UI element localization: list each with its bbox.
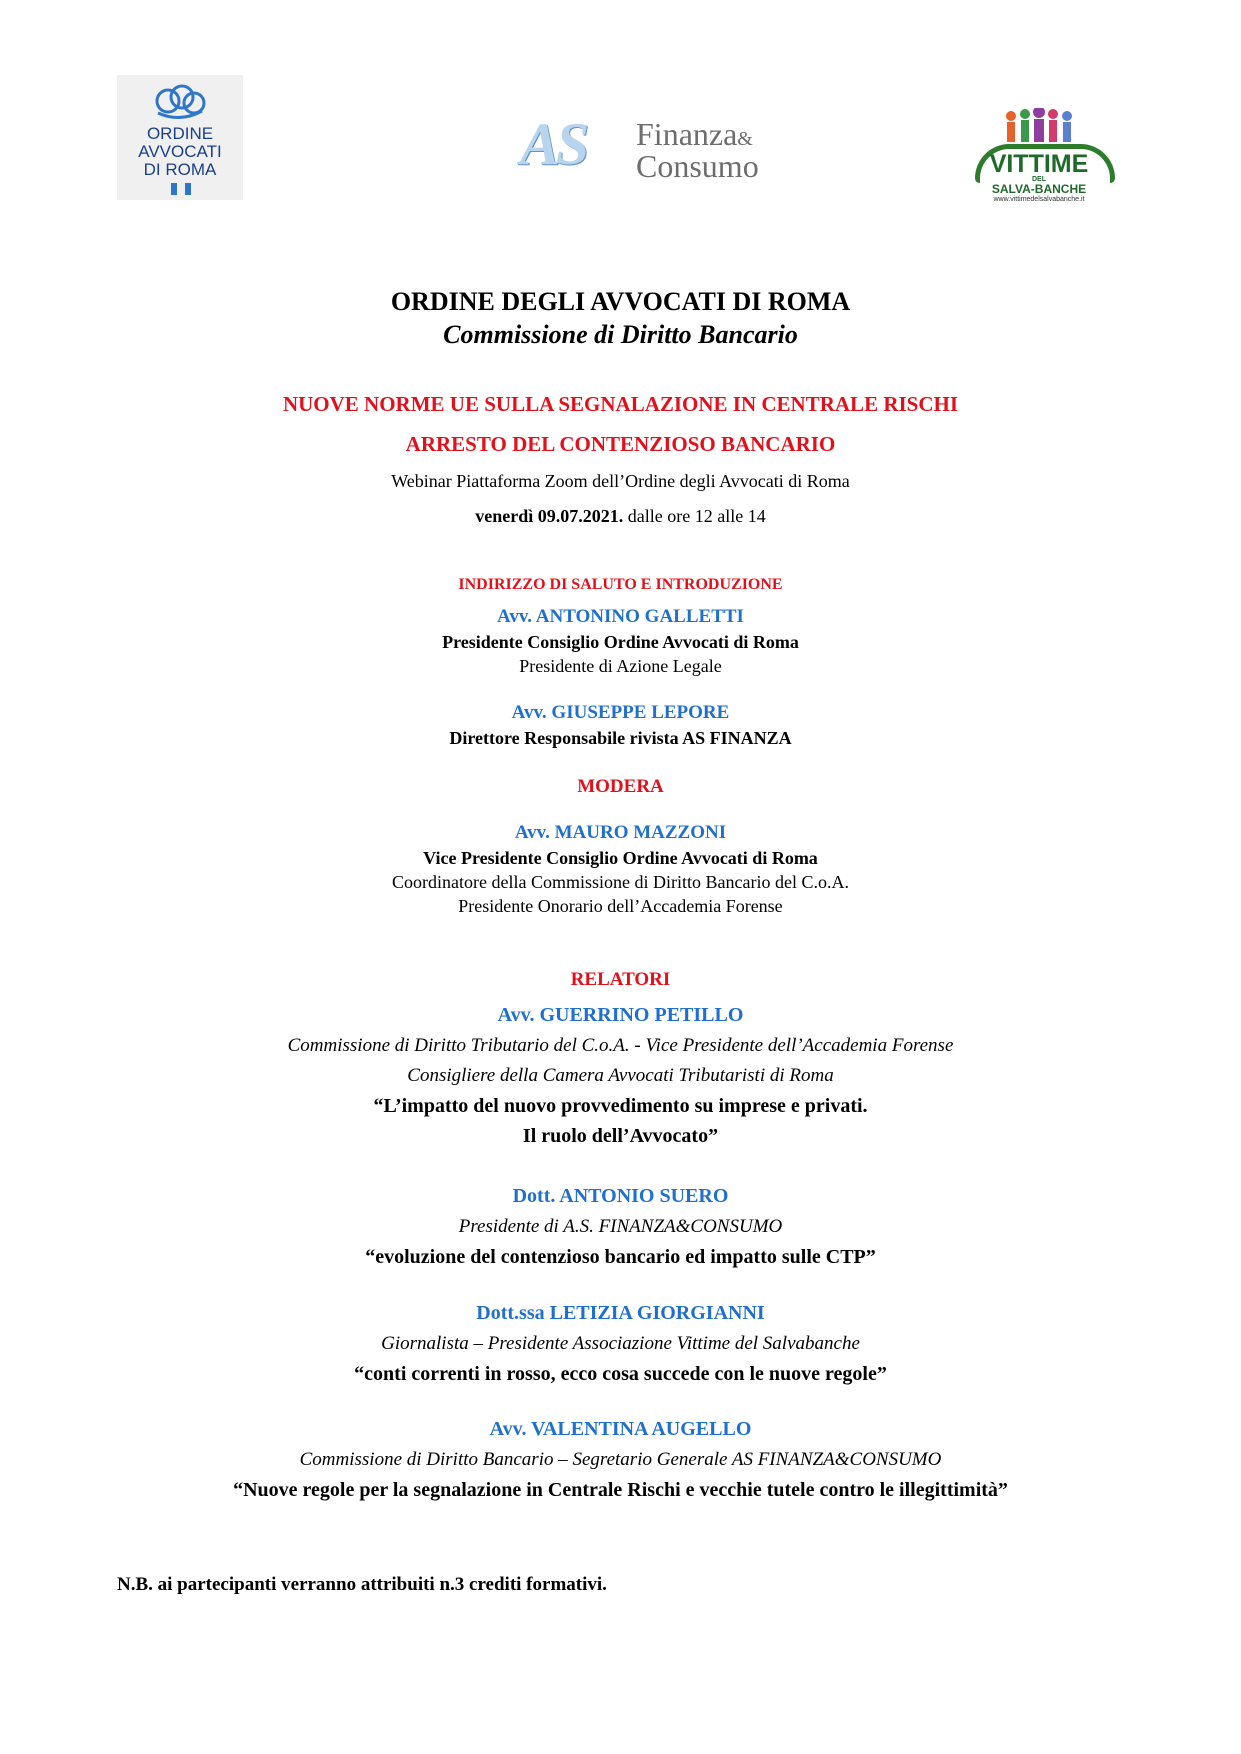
speaker-4-role-1: Commissione di Diritto Bancario – Segretario Generale AS FINANZA&CONSUMO xyxy=(299,1449,942,1470)
commission-title: Commissione di Diritto Bancario xyxy=(443,320,798,349)
event-title-2: ARRESTO DEL CONTENZIOSO BANCARIO xyxy=(405,432,836,456)
speaker-4-talk-1: “Nuove regole per la segnalazione in Centrale Rischi e vecchie tutele contro le illegittimità” xyxy=(233,1479,1008,1501)
oar-line2: AVVOCATI xyxy=(138,142,222,161)
as-finanza-consumo-logo xyxy=(520,112,780,182)
event-date xyxy=(0,506,1241,527)
as-word-finanza: Finanza& xyxy=(636,116,753,152)
moderator-role-2: Coordinatore della Commissione di Diritto Bancario del C.o.A. xyxy=(392,872,849,892)
event-platform: Webinar Piattaforma Zoom dell’Ordine degli Avvocati di Roma xyxy=(391,471,850,491)
credits-note: N.B. ai partecipanti verranno attribuiti n.3 crediti formativi. xyxy=(117,1574,607,1595)
greeting-speaker-1-role-2: Presidente di Azione Legale xyxy=(519,656,722,676)
ordine-avvocati-logo xyxy=(117,75,243,200)
speaker-1-role-1: Commissione di Diritto Tributario del C.o.A. - Vice Presidente dell’Accademia Forense xyxy=(287,1035,954,1056)
greeting-speaker-2-name: Avv. GIUSEPPE LEPORE xyxy=(511,702,730,723)
speaker-2-role-1: Presidente di A.S. FINANZA&CONSUMO xyxy=(458,1216,783,1237)
columns-icon xyxy=(169,181,193,195)
event-title-1: NUOVE NORME UE SULLA SEGNALAZIONE IN CENTRALE RISCHI xyxy=(282,392,959,416)
event-time: dalle ore 12 alle 14 xyxy=(623,506,766,526)
moderator-role-3: Presidente Onorario dell’Accademia Forense xyxy=(458,896,783,916)
speaker-3-talk-1: “conti correnti in rosso, ecco cosa succede con le nuove regole” xyxy=(354,1363,887,1385)
vittime-salvabanche-logo xyxy=(963,108,1115,204)
vittime-url: www.vittimedelsalvabanche.it xyxy=(993,196,1085,203)
greeting-speaker-1-name: Avv. ANTONINO GALLETTI xyxy=(497,606,744,627)
vittime-del: DEL xyxy=(1032,176,1046,183)
org-title: ORDINE DEGLI AVVOCATI DI ROMA xyxy=(390,287,851,316)
moderator-name: Avv. MAURO MAZZONI xyxy=(514,822,727,843)
oar-line1: ORDINE xyxy=(146,124,214,143)
greeting-speaker-1-role-1: Presidente Consiglio Ordine Avvocati di Roma xyxy=(442,632,799,652)
speaker-1-name: Avv. GUERRINO PETILLO xyxy=(497,1004,744,1026)
greeting-speaker-2-role-1: Direttore Responsabile rivista AS FINANZA xyxy=(449,728,792,748)
speaker-2-talk-1: “evoluzione del contenzioso bancario ed impatto sulle CTP” xyxy=(365,1246,876,1268)
moderator-role-1: Vice Presidente Consiglio Ordine Avvocati di Roma xyxy=(423,848,818,868)
speakers-heading: RELATORI xyxy=(570,969,671,990)
event-date-bold: venerdì 09.07.2021. xyxy=(475,506,624,526)
speaker-3-name: Dott.ssa LETIZIA GIORGIANNI xyxy=(476,1302,765,1324)
speaker-1-talk-2: Il ruolo dell’Avvocato” xyxy=(522,1125,719,1147)
speaker-2-name: Dott. ANTONIO SUERO xyxy=(512,1185,729,1207)
as-mark: AS xyxy=(520,111,586,177)
speaker-1-talk-1: “L’impatto del nuovo provvedimento su imprese e privati. xyxy=(373,1095,868,1117)
speaker-4-name: Avv. VALENTINA AUGELLO xyxy=(489,1418,752,1440)
people-group-icon xyxy=(1003,108,1075,148)
speaker-3-role-1: Giornalista – Presidente Associazione Vittime del Salvabanche xyxy=(381,1333,860,1354)
vittime-sub: SALVA-BANCHE xyxy=(991,182,1087,196)
speaker-1-role-2: Consigliere della Camera Avvocati Tributaristi di Roma xyxy=(407,1065,834,1086)
knot-emblem-icon xyxy=(150,83,210,123)
greeting-heading: INDIRIZZO DI SALUTO E INTRODUZIONE xyxy=(458,576,783,593)
oar-line3: DI ROMA xyxy=(143,160,217,179)
as-word-consumo: Consumo xyxy=(636,148,759,184)
vittime-title: VITTIME xyxy=(989,150,1089,178)
moderator-heading: MODERA xyxy=(577,776,664,797)
